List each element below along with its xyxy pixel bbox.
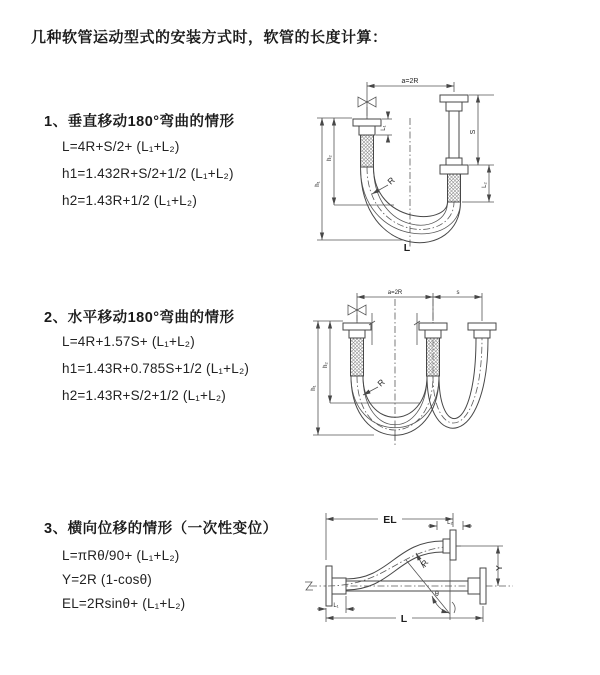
diagram-lateral-displacement <box>298 500 598 660</box>
upper-flange <box>450 530 456 560</box>
dim-label-h2: h₂ <box>327 155 333 161</box>
dim-label-l1: L₁ <box>381 125 387 131</box>
dim-s-l2 <box>462 95 494 202</box>
theta-label: θ <box>435 591 439 598</box>
angle-theta <box>406 557 455 620</box>
dim-label-el: EL <box>383 514 397 526</box>
dim-l1 <box>317 596 355 613</box>
section-3-formula-L: L=πRθ/90+ (L₁+L₂) <box>62 548 180 563</box>
section-1-formula-h2: h2=1.43R+1/2 (L₁+L₂) <box>62 193 198 208</box>
flanges <box>343 323 496 376</box>
dim-label-s: s <box>456 290 460 296</box>
right-pipe-flange <box>440 95 468 202</box>
section-3-formula-Y: Y=2R (1-cosθ) <box>62 572 153 587</box>
diagram-horizontal-180-bend <box>308 283 593 473</box>
section-2-formula-h2: h2=1.43R+S/2+1/2 (L₁+L₂) <box>62 388 226 403</box>
dim-label-h1: h₁ <box>311 385 317 391</box>
left-pipe-flange <box>353 119 381 167</box>
section-1-formula-L: L=4R+S/2+ (L₁+L₂) <box>62 139 180 154</box>
section-2-heading: 2、水平移动180°弯曲的情形 <box>44 310 235 326</box>
dim-l1 <box>376 112 392 142</box>
diagram-vertical-180-bend <box>308 72 593 257</box>
document-title: 几种软管运动型式的安装方式时，软管的长度计算： <box>31 29 388 46</box>
radius-leader <box>363 377 387 395</box>
dim-label-y: Y <box>494 565 504 571</box>
dim-label-l: L <box>400 613 408 625</box>
dim-label-h2: h₂ <box>323 362 329 368</box>
radius-label: R <box>375 377 387 389</box>
hose-braid <box>427 338 440 376</box>
hose-braid <box>351 338 364 376</box>
hose-braid <box>448 174 461 202</box>
radius-label: R <box>385 175 397 187</box>
dim-l2 <box>428 520 472 530</box>
length-label: L <box>403 242 411 254</box>
dim-label-l2: L₂ <box>447 520 453 526</box>
section-3-heading: 3、横向位移的情形（一次性变位） <box>44 521 278 537</box>
dim-label-a2r: a=2R <box>401 78 419 85</box>
section-3-formula-EL: EL=2Rsinθ+ (L₁+L₂) <box>62 596 186 611</box>
section-2-formula-L: L=4R+1.57S+ (L₁+L₂) <box>62 334 195 349</box>
radius-label: R <box>418 557 431 569</box>
dim-label-l2: L₂ <box>482 182 488 188</box>
section-1-heading: 1、垂直移动180°弯曲的情形 <box>44 114 235 130</box>
fitting-ticks <box>369 313 420 345</box>
dim-label-a2r: a=2R <box>387 290 403 296</box>
dim-a2r-s <box>357 290 482 321</box>
section-2-formula-h1: h1=1.43R+0.785S+1/2 (L₁+L₂) <box>62 361 250 376</box>
hose-braid <box>361 135 374 167</box>
section-1-formula-h1: h1=1.432R+S/2+1/2 (L₁+L₂) <box>62 166 234 181</box>
dim-label-l1: L₁ <box>333 603 339 609</box>
dim-label-h1: h₁ <box>315 181 321 187</box>
dim-label-s: S <box>470 129 477 135</box>
